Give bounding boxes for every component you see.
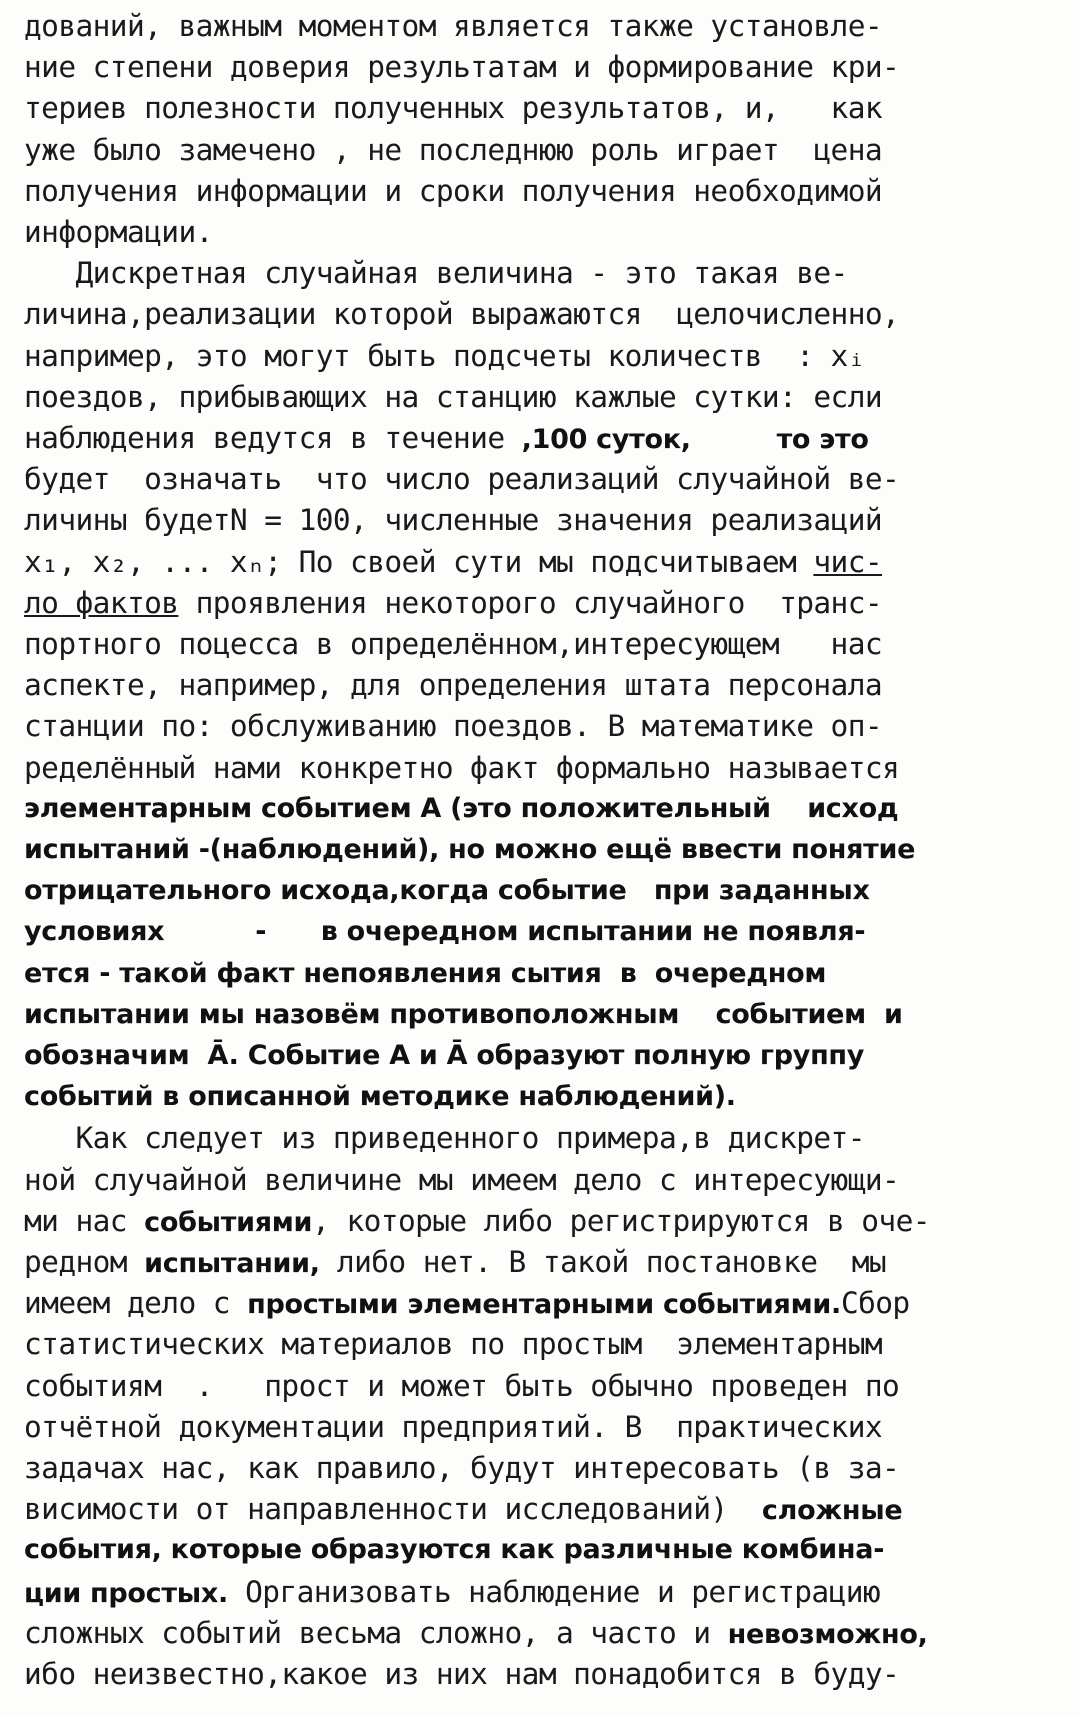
text-line	[24, 954, 1064, 994]
text-segment: , которые либо регистрируются в оче-	[312, 1203, 930, 1238]
text-segment: аспекте, например, для определения штата персонала	[24, 668, 883, 703]
text-segment: отчётной документации предприятий. В практических	[24, 1409, 883, 1444]
text-segment: задачах нас, как правило, будут интересовать (в за-	[24, 1451, 900, 1485]
text-segment: личины будетN = 100, численные значения реализаций	[24, 503, 883, 538]
text-segment: получения информации и сроки получения необходимой	[24, 173, 883, 208]
text-line	[24, 871, 1064, 911]
bold-text: событий в описанной методике наблюдений).	[24, 1081, 736, 1113]
text-line	[24, 624, 1064, 664]
text-segment: личина,реализации которой выражаются целочисленно,	[24, 297, 900, 332]
text-segment: либо нет. В такой постановке мы	[319, 1245, 887, 1279]
text-line	[24, 1077, 1064, 1117]
bold-text: элементарным событием А (это положительный исход	[24, 792, 899, 824]
text-line	[24, 253, 1064, 293]
text-segment: наблюдения ведутся в течение	[24, 421, 522, 455]
text-segment: редном	[24, 1245, 145, 1279]
underlined-text: ло фактов	[24, 585, 179, 620]
text-line	[24, 1283, 1064, 1323]
text-line	[24, 171, 1064, 211]
text-segment: портного поцесса в определённом,интересующем нас	[24, 627, 883, 661]
text-segment: ми нас	[24, 1203, 145, 1238]
text-line	[24, 1530, 1064, 1570]
text-line	[24, 1489, 1064, 1529]
text-segment: ибо неизвестно,какое из них нам понадобится в буду-	[24, 1657, 900, 1691]
text-segment	[691, 421, 777, 455]
text-segment: событиям . прост и может быть обычно проведен по	[24, 1368, 900, 1403]
text-line	[24, 1654, 1064, 1694]
text-segment: териев полезности полученных результатов, и, как	[24, 91, 883, 126]
text-line	[24, 1407, 1064, 1447]
text-segment: станции по: обслуживанию поездов. В математике оп-	[24, 709, 883, 744]
text-line	[24, 88, 1064, 128]
text-segment: будет означать что число реализаций случайной ве-	[24, 462, 900, 497]
text-line	[24, 912, 1064, 952]
text-line	[24, 1324, 1064, 1364]
text-line	[24, 1242, 1064, 1282]
bold-text: событиями	[144, 1206, 313, 1238]
text-segment: дований, важным моментом является также установле-	[24, 9, 883, 43]
text-segment: ной случайной величине мы имеем дело с интересующи-	[24, 1162, 900, 1197]
bold-text: обозначим Ā. Событие А и Ā образуют полную группу	[24, 1040, 865, 1071]
text-line	[24, 47, 1064, 87]
text-line	[24, 459, 1064, 499]
text-segment: Как следует из приведенного примера,в дискрет-	[24, 1121, 865, 1156]
text-line	[24, 789, 1064, 829]
text-line	[24, 995, 1064, 1035]
text-line	[24, 1036, 1064, 1076]
bold-text: ции простых.	[24, 1577, 228, 1609]
text-line	[24, 1201, 1064, 1241]
bold-text: ется - такой факт непоявления сытия в очередном	[24, 957, 827, 989]
text-segment: ределённый нами конкретно факт формально называется	[24, 750, 900, 785]
text-line	[24, 500, 1064, 540]
text-line	[24, 1448, 1064, 1488]
bold-text: то это	[776, 424, 869, 455]
bold-text: испытаний -(наблюдений), но можно ещё ввести понятие	[24, 834, 916, 865]
text-segment: Сбор	[840, 1286, 910, 1321]
text-segment: уже было замечено , не последнюю роль играет цена	[24, 132, 883, 167]
text-segment: например, это могут быть подсчеты количеств : xᵢ	[24, 338, 865, 373]
text-segment: проявления некоторого случайного транс-	[178, 585, 883, 620]
text-line	[24, 1366, 1064, 1406]
text-line	[24, 665, 1064, 705]
bold-text: сложные	[761, 1495, 903, 1527]
text-line	[24, 1572, 1064, 1612]
text-line	[24, 130, 1064, 170]
text-line	[24, 418, 1064, 458]
text-segment: имеем дело с	[24, 1286, 248, 1321]
underlined-text: чис-	[813, 544, 883, 579]
bold-text: простыми элементарными событиями.	[247, 1289, 841, 1321]
text-line	[24, 6, 1064, 46]
text-line	[24, 1160, 1064, 1200]
text-segment: статистических материалов по простым элементарным	[24, 1327, 883, 1362]
bold-text: испытании мы назовём противоположным событием и	[24, 998, 903, 1030]
bold-text: невозможно,	[727, 1618, 928, 1650]
text-line	[24, 336, 1064, 376]
text-segment: ние степени доверия результатам и формирование кри-	[24, 50, 900, 85]
text-line	[24, 583, 1064, 623]
text-segment: висимости от направленности исследований)	[24, 1492, 762, 1527]
text-line	[24, 212, 1064, 252]
text-line	[24, 377, 1064, 417]
bold-text: ,100 суток,	[521, 424, 691, 455]
text-line	[24, 830, 1064, 870]
text-line	[24, 1118, 1064, 1158]
text-line	[24, 706, 1064, 746]
text-segment: поездов, прибывающих на станцию кажлые сутки: если	[24, 379, 883, 414]
bold-text: отрицательного исхода,когда событие при заданных	[24, 875, 870, 907]
text-line	[24, 1613, 1064, 1653]
text-line	[24, 542, 1064, 582]
text-segment: информации.	[24, 215, 213, 249]
text-segment: Дискретная случайная величина - это такая ве-	[24, 256, 848, 291]
text-line	[24, 294, 1064, 334]
text-line	[24, 748, 1064, 788]
bold-text: испытании,	[144, 1248, 320, 1279]
text-segment: x₁, x₂, ... xₙ; По своей сути мы подсчитываем	[24, 544, 814, 579]
bold-text: условиях - в очередном испытании не появля-	[24, 916, 866, 948]
text-segment: сложных событий весьма сложно, а часто и	[24, 1615, 728, 1650]
bold-text: события, которые образуются как различные комбина-	[24, 1534, 885, 1566]
text-segment: Организовать наблюдение и регистрацию	[227, 1574, 881, 1609]
